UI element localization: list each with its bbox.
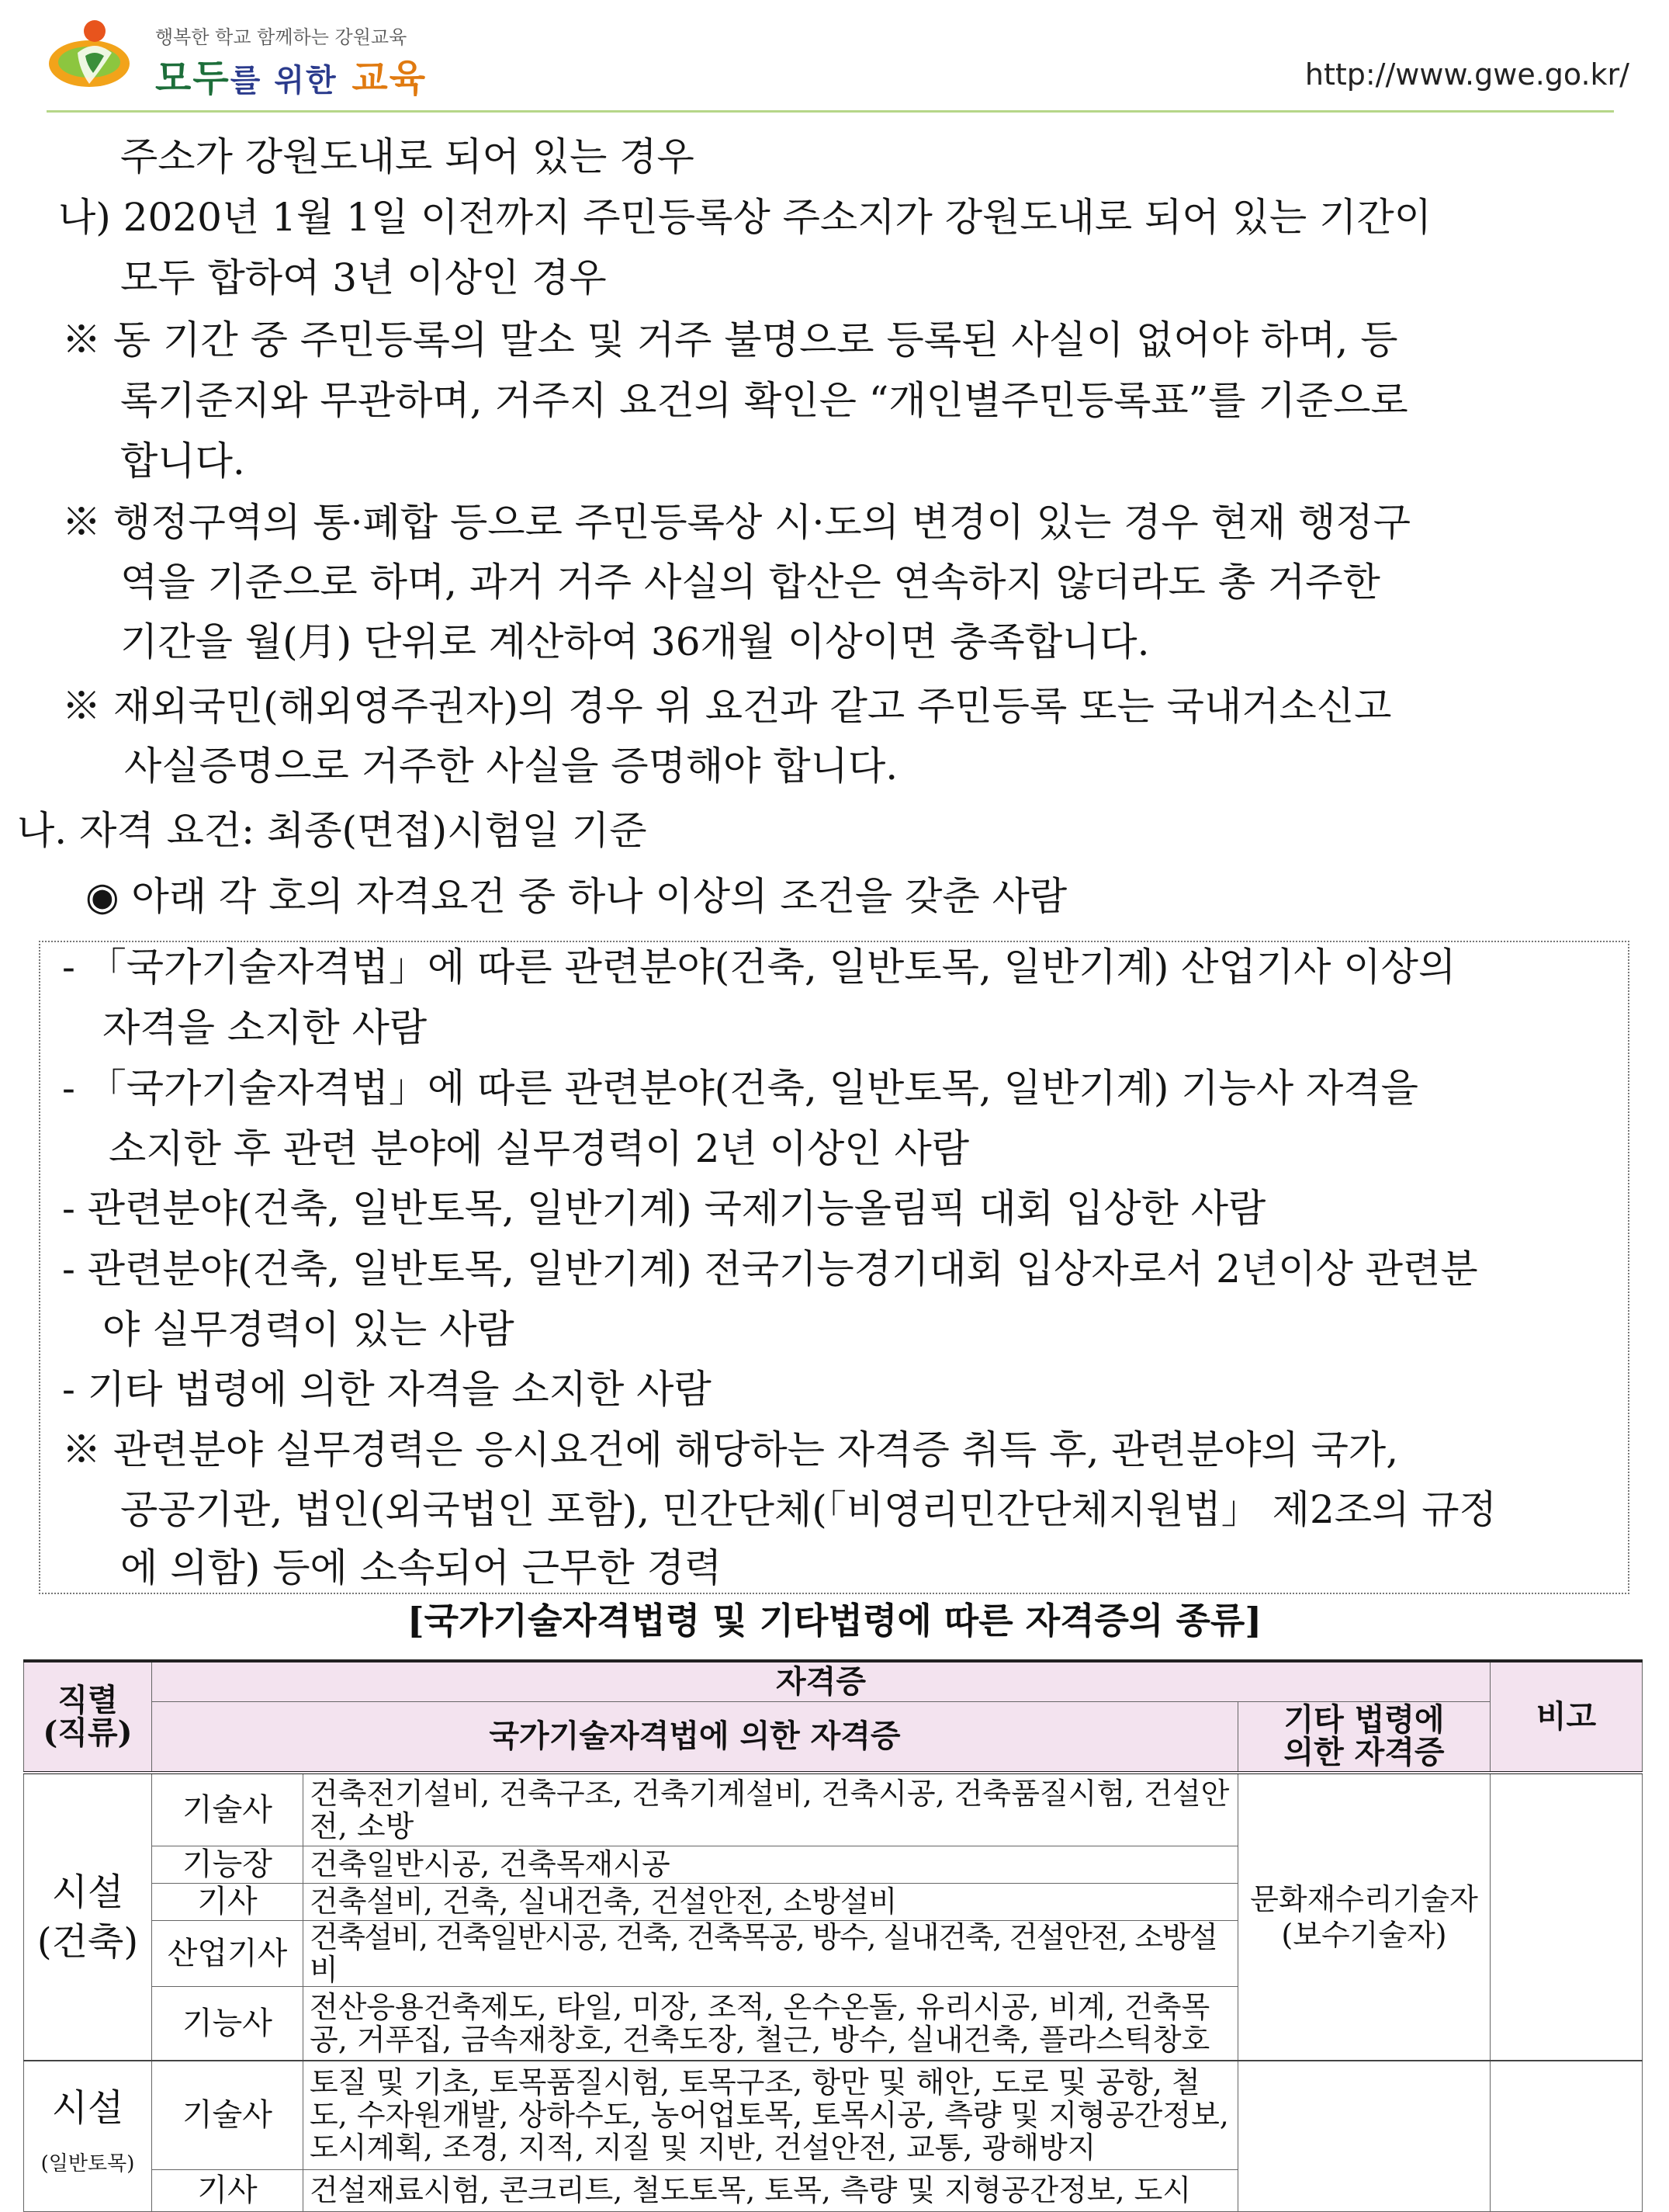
category-architecture — [24, 1773, 152, 2061]
text-line: 사실증명으로 거주한 사실을 증명해야 합니다. — [124, 744, 899, 789]
text-line: 주소가 강원도내로 되어 있는 경우 — [120, 134, 694, 179]
table-caption: [국가기술자격법령 및 기타법령에 따른 자격증의 종류] — [407, 1600, 1262, 1642]
cert-list-cell: 건축전기설비, 건축구조, 건축기계설비, 건축시공, 건축품질시험, 건설안전, 소방 — [303, 1773, 1238, 1846]
cert-list-cell: 건축설비, 건축일반시공, 건축, 건축목공, 방수, 실내건축, 건설안전, 소방설비 — [303, 1920, 1238, 1986]
cert-list-cell: 건설재료시험, 콘크리트, 철도토목, 토목, 측량 및 지형공간정보, 도시 — [303, 2169, 1238, 2211]
category-civil — [24, 2061, 152, 2211]
box-line: 자격을 소지한 사람 — [102, 1005, 428, 1050]
other-cert-line2: (보수기술자) — [1281, 1918, 1447, 1952]
header-note: 비고 — [1491, 1661, 1643, 1773]
header-position — [24, 1661, 152, 1773]
text-line: 록기준지와 무관하며, 거주지 요건의 확인은 “개인별주민등록표”를 기준으로 — [120, 378, 1408, 423]
box-line: ※ 관련분야 실무경력은 응시요건에 해당하는 자격증 취득 후, 관련분야의 국가, — [62, 1427, 1399, 1472]
text-line: 모두 합하여 3년 이상인 경우 — [120, 255, 607, 300]
category-line1: 시설 — [51, 1870, 124, 1914]
header-certificate: 자격증 — [152, 1661, 1491, 1701]
cert-list-cell: 전산응용건축제도, 타일, 미장, 조적, 온수온돌, 유리시공, 비계, 건축목공, 거푸집, 금속재창호, 건축도장, 철근, 방수, 실내건축, 플라스틱창호 — [303, 1986, 1238, 2061]
table-row — [24, 2061, 1643, 2169]
box-line: - 관련분야(건축, 일반토목, 일반기계) 전국기능경기대회 입상자로서 2년이상 관련분 — [62, 1246, 1478, 1291]
note-cell — [1491, 2061, 1643, 2211]
box-line: 공공기관, 법인(외국법인 포함), 민간단체(「비영리민간단체지원법」 제2조의 규정 — [120, 1487, 1497, 1532]
header-position-line2: (직류) — [43, 1714, 133, 1751]
cert-list-cell: 건축일반시공, 건축목재시공 — [303, 1846, 1238, 1883]
logo-tagline: 행복한 학교 함께하는 강원교육 — [155, 26, 407, 48]
header-other-line2: 의한 자격증 — [1283, 1734, 1445, 1771]
text-span: 나) 2020년 1월 1일 이전까지 주민등록상 주소지가 강원도내로 되어 있는 기간이 — [58, 195, 1432, 240]
text-line: ◉ 아래 각 호의 자격요건 중 하나 이상의 조건을 갖춘 사람 — [85, 874, 1068, 919]
text-line: ※ 재외국민(해외영주권자)의 경우 위 요건과 같고 주민등록 또는 국내거소신고 — [62, 684, 1392, 729]
header-national-cert: 국가기술자격법에 의한 자격증 — [152, 1701, 1238, 1773]
text-line: 기간을 월(月) 단위로 계산하여 36개월 이상이면 충족합니다. — [120, 619, 1150, 664]
text-line: ※ 행정구역의 통·폐합 등으로 주민등록상 시·도의 변경이 있는 경우 현재 행정구 — [62, 500, 1411, 545]
page-header — [47, 9, 1629, 110]
category-line1: 시설 — [51, 2086, 124, 2131]
box-line: 소지한 후 관련 분야에 실무경력이 2년 이상인 사람 — [109, 1126, 970, 1171]
site-url: http://www.gwe.go.kr/ — [1304, 57, 1629, 92]
text-line: 역을 기준으로 하며, 과거 거주 사실의 합산은 연속하지 않더라도 총 거주한 — [120, 560, 1380, 605]
box-line: - 관련분야(건축, 일반토목, 일반기계) 국제기능올림픽 대회 입상한 사람 — [62, 1186, 1266, 1231]
grade-cell: 기능사 — [152, 1986, 303, 2061]
text-line: ※ 동 기간 중 주민등록의 말소 및 거주 불명으로 등록된 사실이 없어야 하며, 등 — [62, 317, 1398, 362]
box-line: - 「국가기술자격법」에 따른 관련분야(건축, 일반토목, 일반기계) 산업기사 이상의 — [62, 945, 1456, 990]
note-cell — [1491, 1773, 1643, 2061]
header-position-line1: 직렬 — [57, 1682, 118, 1718]
grade-cell: 기술사 — [152, 2061, 303, 2169]
other-cert-cell — [1238, 1773, 1491, 2061]
logo-title-part1: 모두 — [155, 57, 230, 100]
logo-title — [155, 48, 427, 102]
grade-cell: 기사 — [152, 2169, 303, 2211]
text-line — [58, 194, 1610, 241]
category-line2: (일반토목) — [40, 2152, 135, 2176]
box-line: - 「국가기술자격법」에 따른 관련분야(건축, 일반토목, 일반기계) 기능사 자격을 — [62, 1066, 1418, 1111]
grade-cell: 기사 — [152, 1883, 303, 1920]
category-line2: (건축) — [36, 1920, 139, 1964]
cert-list-cell: 건축설비, 건축, 실내건축, 건설안전, 소방설비 — [303, 1883, 1238, 1920]
header-other-cert — [1238, 1701, 1491, 1773]
qualification-table — [23, 1659, 1643, 2212]
header-divider — [47, 110, 1614, 113]
other-cert-cell — [1238, 2061, 1491, 2211]
box-line: 에 의함) 등에 소속되어 근무한 경력 — [120, 1545, 722, 1590]
cert-list-cell: 토질 및 기초, 토목품질시험, 토목구조, 항만 및 해안, 도로 및 공항, 철도, 수자원개발, 상하수도, 농어업토목, 토목시공, 측량 및 지형공간정보, 도시계획, 조경, 지적, 지질 및 지반, 건설안전, 교통, 광해방지 — [303, 2061, 1238, 2169]
other-cert-line1: 문화재수리기술자 — [1250, 1882, 1478, 1916]
section-heading: 나. 자격 요건: 최종(면접)시험일 기준 — [17, 808, 647, 853]
text-line: 합니다. — [120, 439, 245, 484]
grade-cell: 기술사 — [152, 1773, 303, 1846]
logo-title-part2: 를 위한 — [230, 63, 338, 99]
table-row — [24, 1773, 1643, 1846]
logo — [47, 9, 481, 102]
grade-cell: 기능장 — [152, 1846, 303, 1883]
header-other-line1: 기타 법령에 — [1283, 1701, 1445, 1739]
box-line: - 기타 법령에 의한 자격을 소지한 사람 — [62, 1367, 712, 1412]
grade-cell: 산업기사 — [152, 1920, 303, 1986]
box-line: 야 실무경력이 있는 사람 — [102, 1307, 514, 1352]
logo-title-part3: 교육 — [351, 57, 428, 100]
